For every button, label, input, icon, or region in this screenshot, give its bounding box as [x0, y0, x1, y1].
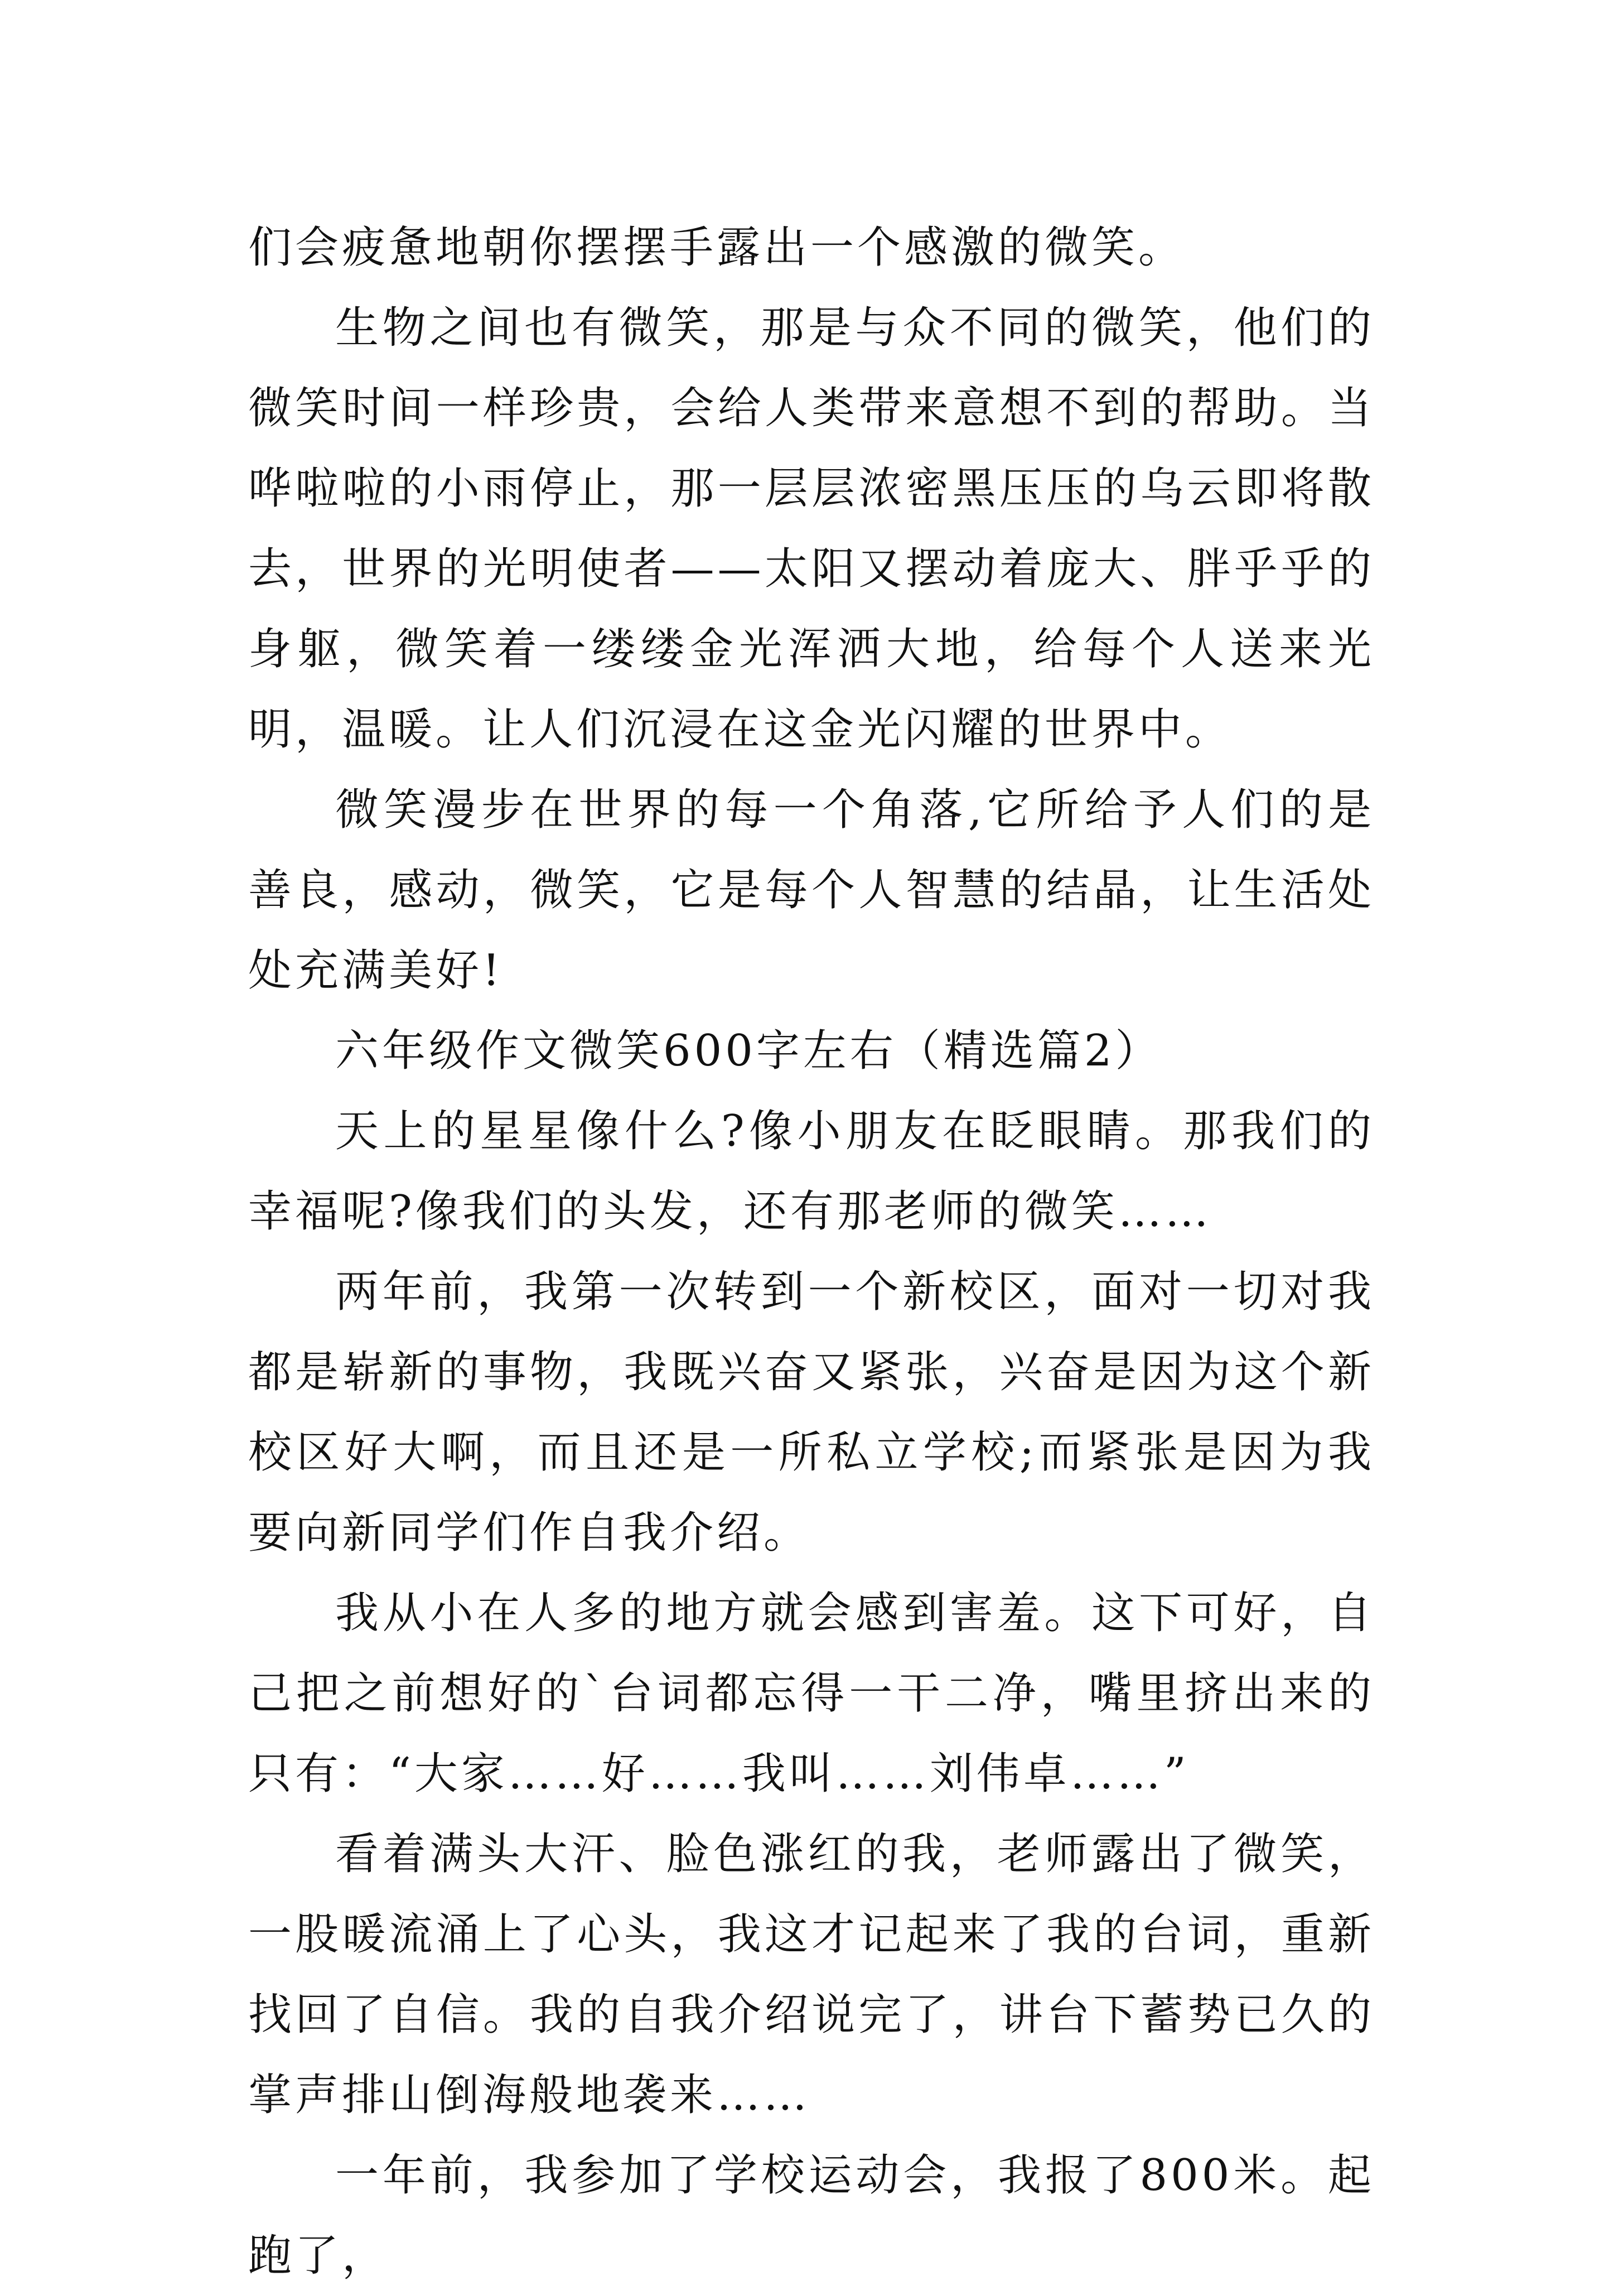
paragraph-stars: 天上的星星像什么?像小朋友在眨眼睛。那我们的幸福呢?像我们的头发，还有那老师的微笑…… — [248, 1106, 1375, 1237]
paragraph-smile-conclusion: 微笑漫步在世界的每一个角落,它所给予人们的是善良，感动，微笑，它是每个人智慧的结晶，让生活处处充满美好! — [248, 785, 1375, 996]
paragraph-biology-smile: 生物之间也有微笑，那是与众不同的微笑，他们的微笑时间一样珍贵，会给人类带来意想不到的帮助。当哗啦啦的小雨停止，那一层层浓密黑压压的乌云即将散去，世界的光明使者——太阳又摆动着庞大、胖乎乎的身躯，微笑着一缕缕金光浑洒大地，给每个人送来光明，温暖。让人们沉浸在这金光闪耀的世界中。 — [248, 303, 1375, 755]
paragraph-new-campus: 两年前，我第一次转到一个新校区，面对一切对我都是崭新的事物，我既兴奋又紧张，兴奋是因为这个新校区好大啊，而且还是一所私立学校;而紧张是因为我要向新同学们作自我介绍。 — [248, 1267, 1375, 1558]
paragraph-teacher-smile: 看着满头大汗、脸色涨红的我，老师露出了微笑，一股暖流涌上了心头，我这才记起来了我的台词，重新找回了自信。我的自我介绍说完了，讲台下蓄势已久的掌声排山倒海般地袭来…… — [248, 1829, 1375, 2120]
paragraph-shy: 我从小在人多的地方就会感到害羞。这下可好，自己把之前想好的`台词都忘得一干二净，嘴里挤出来的只有：“大家……好……我叫……刘伟卓……” — [248, 1588, 1375, 1799]
paragraph-sports-meet: 一年前，我参加了学校运动会，我报了800米。起跑了， — [248, 2150, 1375, 2281]
paragraph-continuation: 们会疲惫地朝你摆摆手露出一个感激的微笑。 — [248, 223, 1186, 273]
article-body — [248, 208, 1375, 2296]
section-heading: 六年级作文微笑600字左右（精选篇2） — [335, 1026, 1162, 1076]
